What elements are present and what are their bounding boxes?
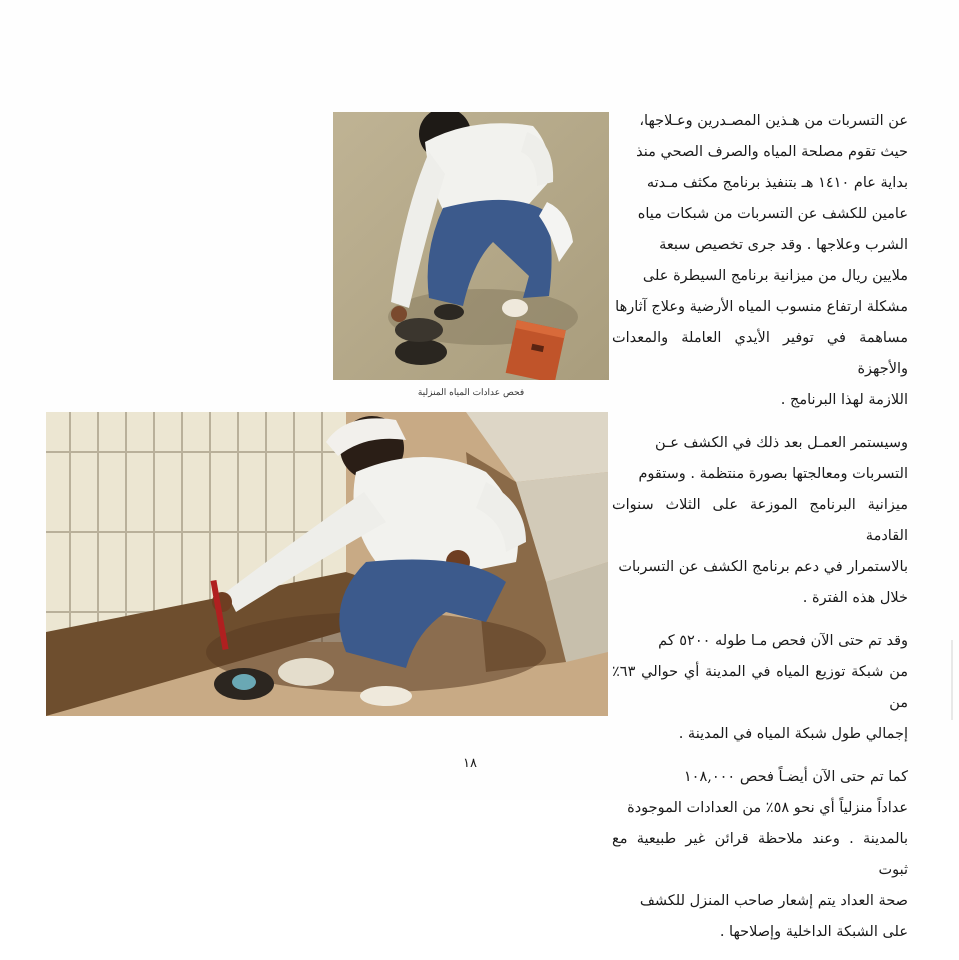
meter-inspection-illustration-bottom: [46, 412, 608, 716]
article-paragraph-4: [612, 762, 908, 948]
paragraph-line: عامين للكشف عن التسربات من شبكات مياه: [637, 206, 908, 222]
paragraph-line: عداداً منزلياً أي نحو ٥٨٪ من العدادات الموجودة: [627, 800, 908, 816]
paragraph-line: كما تم حتى الآن أيضـاً فحص ١٠٨,٠٠٠: [683, 769, 908, 785]
paragraph-line: ملايين ريال من ميزانية برنامج السيطرة على: [642, 268, 908, 284]
paragraph-line: صحة العداد يتم إشعار صاحب المنزل للكشف: [639, 893, 908, 909]
paragraph-line: مساهمة في توفير الأيدي العاملة والمعدات والأجهزة: [612, 330, 908, 377]
article-paragraph-1: [612, 106, 908, 416]
paragraph-line: مشكلة ارتفاع منسوب المياه الأرضية وعلاج آثارها: [615, 299, 908, 315]
paragraph-line: الشرب وعلاجها . وقد جرى تخصيص سبعة: [659, 237, 908, 253]
paragraph-line: خلال هذه الفترة .: [802, 590, 908, 606]
paragraph-line: بالمدينة . وعند ملاحظة قرائن غير طبيعية مع ثبوت: [612, 831, 908, 878]
page-number: ١٨: [463, 756, 477, 771]
article-text-column: [612, 106, 908, 960]
paragraph-line: ميزانية البرنامج الموزعة على الثلاث سنوات القادمة: [612, 497, 908, 544]
meter-inspection-illustration-top: [333, 112, 609, 380]
paragraph-line: بالاستمرار في دعم برنامج الكشف عن التسربات: [618, 559, 908, 575]
paragraph-line: وقد تم حتى الآن فحص مـا طوله ٥٢٠٠ كم: [658, 633, 908, 649]
article-paragraph-2: [612, 428, 908, 614]
paragraph-line: بداية عام ١٤١٠ هـ بتنفيذ برنامج مكثف مـدته: [646, 175, 908, 191]
paragraph-line: حيث تقوم مصلحة المياه والصرف الصحي منذ: [636, 144, 908, 160]
meter-inspection-photo-bottom: [46, 412, 608, 716]
paragraph-line: على الشبكة الداخلية وإصلاحها .: [719, 924, 908, 940]
photo-caption: فحص عدادات المياه المنزلية: [417, 388, 525, 398]
paragraph-line: من شبكة توزيع المياه في المدينة أي حوالي ٦٣٪ من: [612, 664, 908, 711]
paragraph-line: التسربات ومعالجتها بصورة منتظمة . وستقوم: [638, 466, 908, 482]
scan-edge-mark: [951, 640, 953, 720]
paragraph-line: اللازمة لهذا البرنامج .: [780, 392, 908, 408]
paragraph-line: إجمالي طول شبكة المياه في المدينة .: [678, 726, 908, 742]
paragraph-line: وسيستمر العمـل بعد ذلك في الكشف عـن: [654, 435, 908, 451]
article-paragraph-3: [612, 626, 908, 750]
paragraph-line: عن التسربات من هـذين المصـدرين وعـلاجها،: [639, 113, 908, 129]
meter-inspection-photo-top: [333, 112, 609, 380]
